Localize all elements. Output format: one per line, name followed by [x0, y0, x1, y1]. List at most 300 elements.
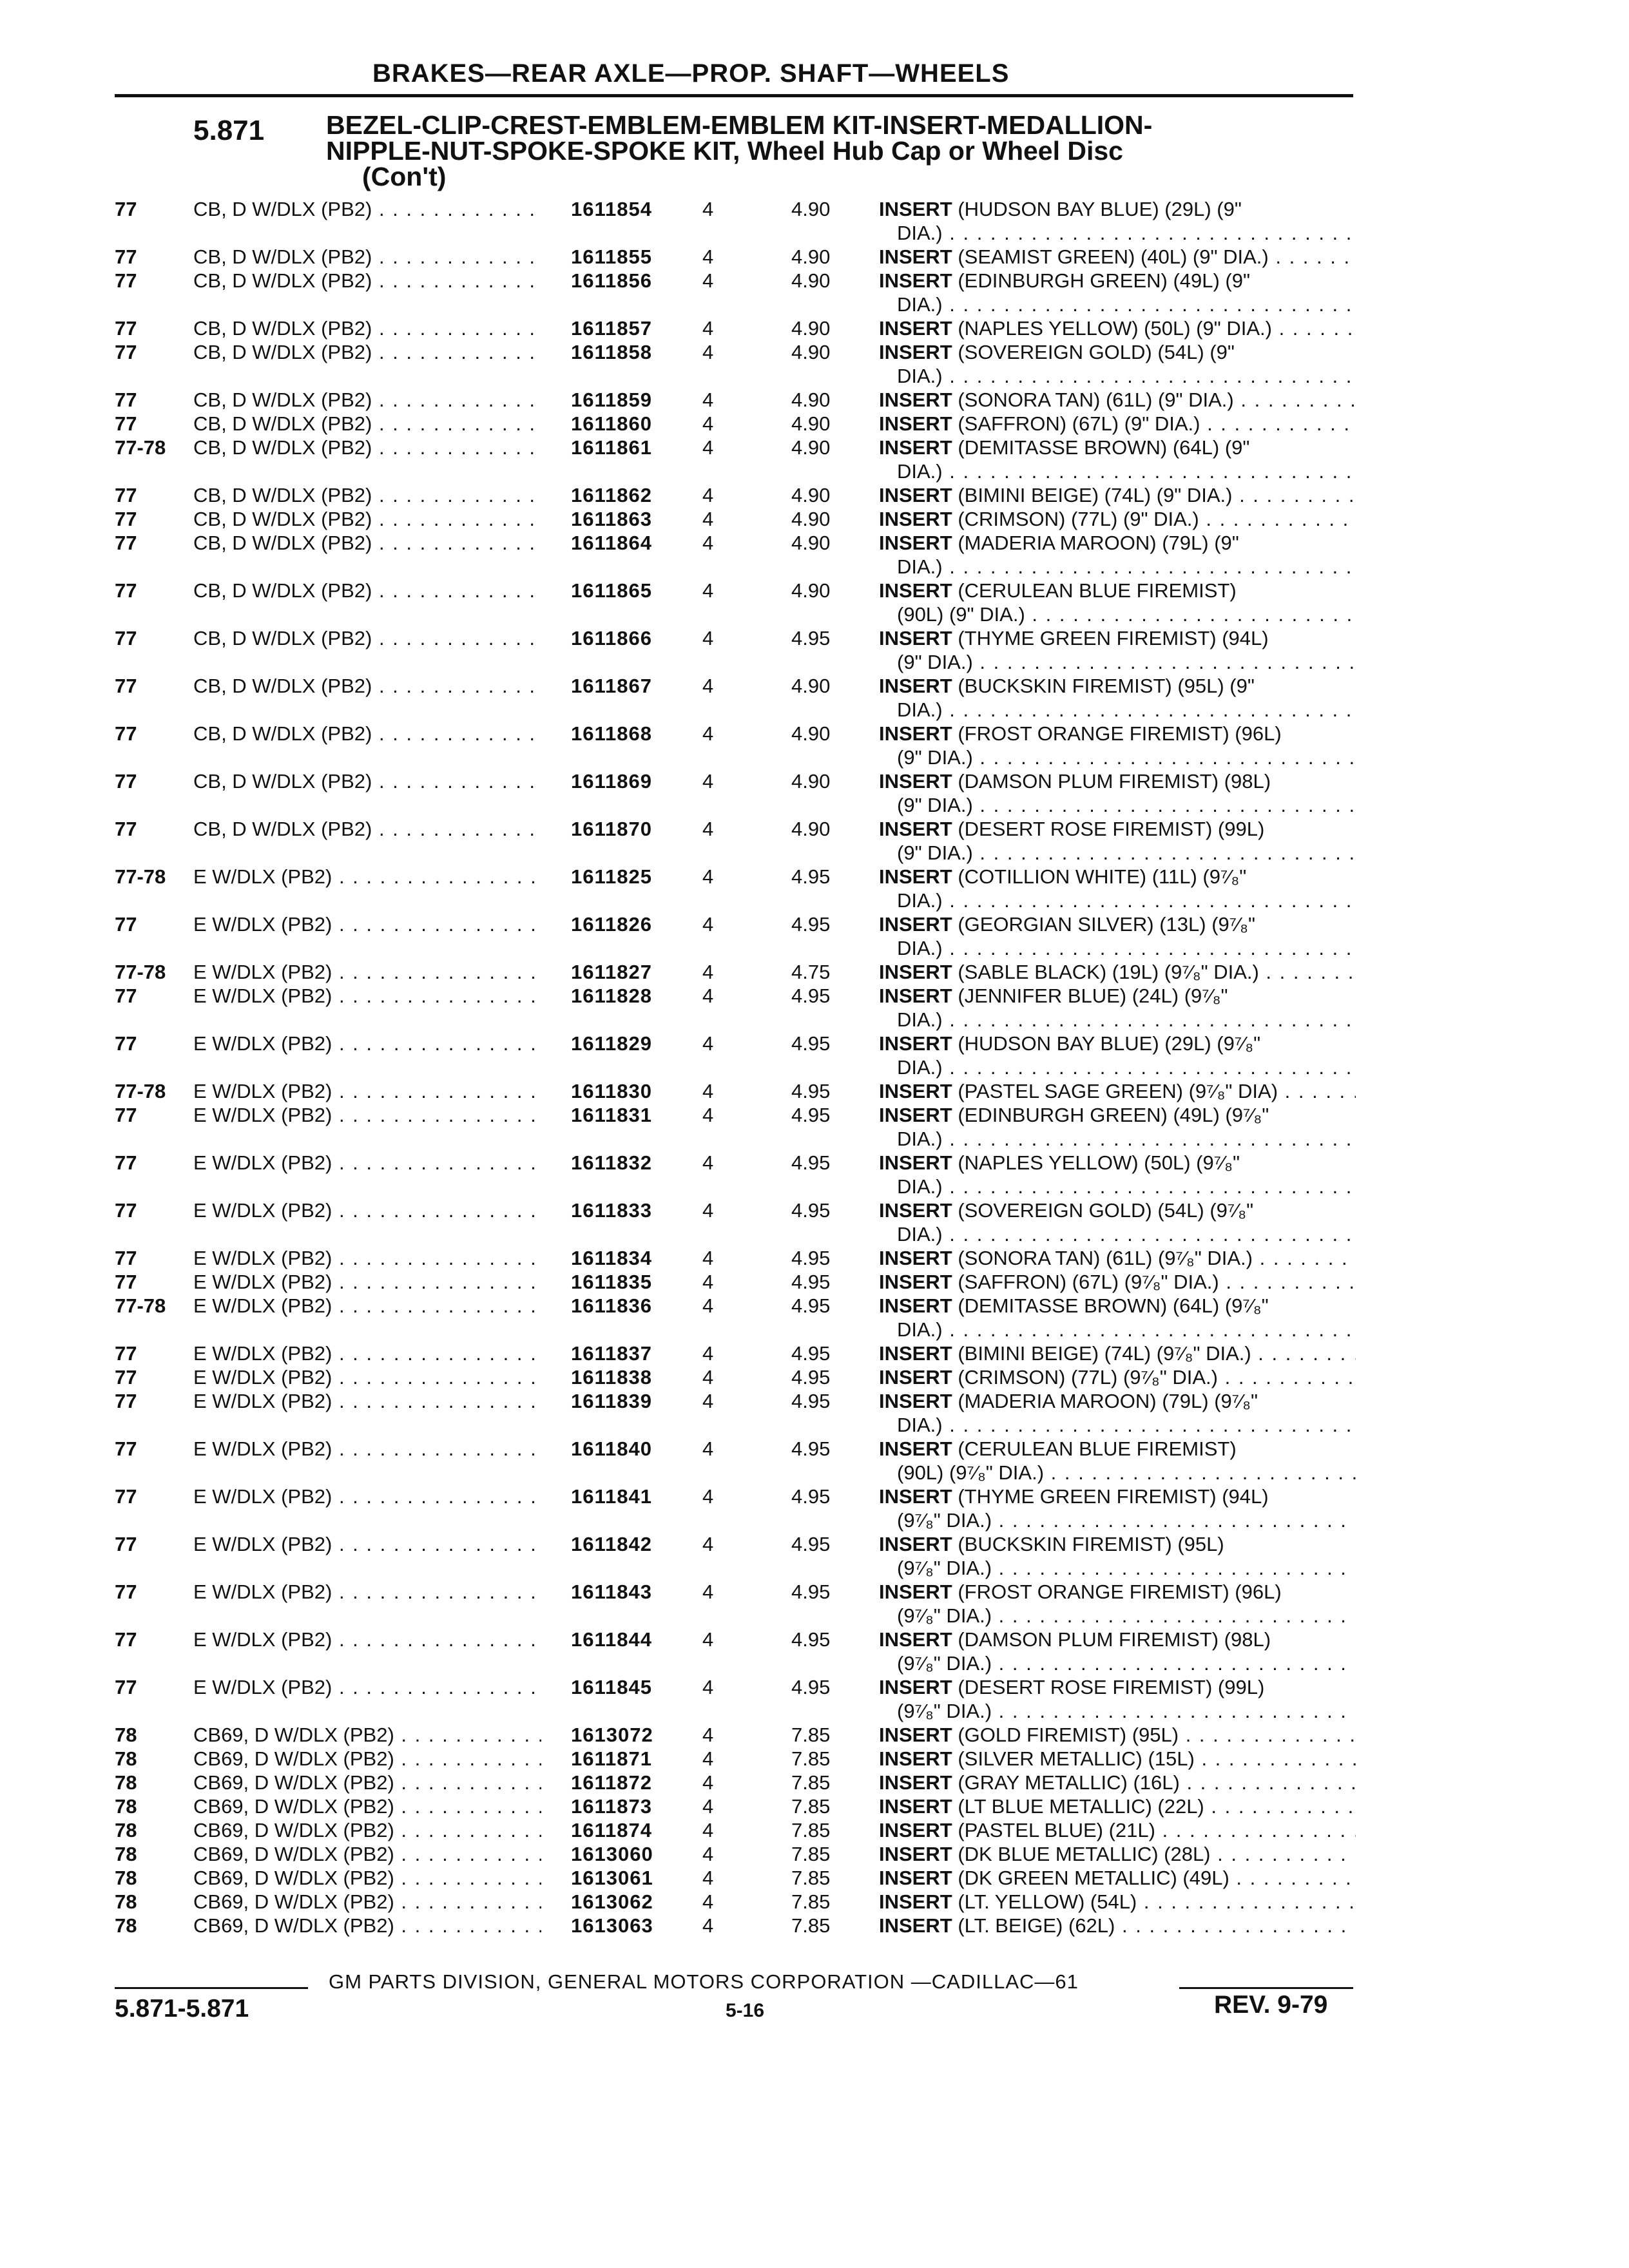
row-part-number: 1611855: [571, 245, 652, 268]
row-item-name: INSERT: [879, 818, 952, 840]
row-item-name: INSERT: [879, 961, 952, 983]
row-description-line-2: DIA.) . . .: [879, 364, 1356, 388]
row-part-number: 1611854: [571, 198, 652, 220]
row-description-line-2: (9⁷⁄₈" DIA.) . . .: [879, 1651, 1356, 1675]
row-part-number: 1611828: [571, 985, 652, 1007]
row-description: [879, 1890, 1356, 1914]
row-description: [879, 674, 1356, 722]
row-description: [879, 507, 1356, 531]
row-item-name: INSERT: [879, 1247, 952, 1269]
row-year: 77: [115, 1676, 137, 1698]
row-model: CB, D W/DLX (PB2) . . .: [193, 436, 541, 459]
row-year: 77: [115, 1342, 137, 1365]
row-price: 4.90: [791, 722, 831, 745]
footer-rule-left: [115, 1987, 308, 1989]
row-model: E W/DLX (PB2) . . .: [193, 1079, 541, 1103]
row-item-detail: (THYME GREEN FIREMIST) (94L): [958, 1485, 1269, 1508]
row-quantity: 4: [702, 1080, 714, 1102]
row-description-line-2: DIA.) . . .: [879, 1008, 1356, 1032]
row-price: 7.85: [791, 1819, 831, 1841]
row-description-line-1: [879, 1818, 1356, 1842]
row-description: [879, 1032, 1356, 1079]
row-price: 4.90: [791, 484, 831, 506]
row-description-line-1: [879, 1580, 1356, 1604]
row-description-line-1: [879, 579, 1356, 602]
row-description-line-1: [879, 1771, 1356, 1794]
row-model: CB, D W/DLX (PB2) . . .: [193, 674, 541, 698]
row-description-line-1: [879, 1032, 1356, 1055]
row-item-name: INSERT: [879, 1676, 952, 1698]
row-quantity: 4: [702, 412, 714, 435]
footer-revision: REV. 9-79: [1214, 1991, 1328, 2019]
row-quantity: 4: [702, 961, 714, 983]
row-price: 4.90: [791, 508, 831, 530]
row-quantity: 4: [702, 1366, 714, 1389]
row-part-number: 1611861: [571, 436, 652, 459]
row-item-detail: (BIMINI BEIGE) (74L) (9" DIA.): [958, 484, 1233, 506]
row-description-line-1: [879, 1485, 1356, 1508]
row-quantity: 4: [702, 508, 714, 530]
row-price: 4.90: [791, 770, 831, 793]
row-item-detail: (CRIMSON) (77L) (9⁷⁄₈" DIA.): [958, 1366, 1218, 1389]
row-description-line-1: [879, 1794, 1356, 1818]
row-part-number: 1611837: [571, 1342, 652, 1365]
row-description: [879, 984, 1356, 1032]
row-item-name: INSERT: [879, 1914, 952, 1937]
row-description-line-2: DIA.) . . .: [879, 1222, 1356, 1246]
row-item-detail: (DAMSON PLUM FIREMIST) (98L): [958, 1628, 1271, 1651]
row-description-line-1: [879, 483, 1356, 507]
row-model: E W/DLX (PB2) . . .: [193, 1485, 541, 1508]
row-description: [879, 316, 1356, 340]
row-description-line-1: [879, 984, 1356, 1008]
row-year: 77: [115, 532, 137, 554]
row-item-detail: (GEORGIAN SILVER) (13L) (9⁷⁄₈": [958, 913, 1256, 936]
section-title-line-1: BEZEL-CLIP-CREST-EMBLEM-EMBLEM KIT-INSERT-MEDALLION-: [326, 110, 1153, 140]
row-item-name: INSERT: [879, 317, 952, 340]
row-item-name: INSERT: [879, 1819, 952, 1841]
row-model: E W/DLX (PB2) . . .: [193, 1675, 541, 1699]
row-model: CB, D W/DLX (PB2) . . .: [193, 388, 541, 412]
row-year: 77: [115, 389, 137, 411]
row-model: CB69, D W/DLX (PB2) . . .: [193, 1747, 541, 1771]
row-model: E W/DLX (PB2) . . .: [193, 865, 541, 889]
row-description-line-1: [879, 1628, 1356, 1651]
row-quantity: 4: [702, 269, 714, 292]
row-item-detail: (FROST ORANGE FIREMIST) (96L): [958, 722, 1282, 745]
row-quantity: 4: [702, 245, 714, 268]
row-year: 77: [115, 913, 137, 936]
row-item-name: INSERT: [879, 484, 952, 506]
row-description: [879, 1628, 1356, 1675]
row-year: 78: [115, 1914, 137, 1937]
row-item-detail: (HUDSON BAY BLUE) (29L) (9": [958, 198, 1242, 220]
row-description: [879, 1198, 1356, 1246]
row-description: [879, 1270, 1356, 1294]
row-part-number: 1613063: [571, 1914, 653, 1937]
section-title-line-3: (Con't): [362, 162, 447, 191]
row-description: [879, 626, 1356, 674]
row-description: [879, 245, 1356, 269]
row-item-name: INSERT: [879, 1581, 952, 1603]
row-item-name: INSERT: [879, 1747, 952, 1770]
row-description-line-1: [879, 912, 1356, 936]
row-year: 77-78: [115, 865, 166, 888]
row-price: 4.95: [791, 1676, 831, 1698]
row-description: [879, 1294, 1356, 1341]
row-price: 7.85: [791, 1843, 831, 1865]
row-item-detail: (SAFFRON) (67L) (9" DIA.): [958, 412, 1200, 435]
row-description-line-1: [879, 245, 1356, 269]
row-description-line-2: DIA.) . . .: [879, 293, 1356, 316]
row-part-number: 1611838: [571, 1366, 652, 1389]
row-model: E W/DLX (PB2) . . .: [193, 1532, 541, 1556]
section-number: 5.871: [193, 115, 265, 146]
row-price: 4.90: [791, 436, 831, 459]
row-quantity: 4: [702, 1271, 714, 1293]
row-description: [879, 269, 1356, 316]
row-description-line-1: [879, 865, 1356, 889]
row-description-line-2: DIA.) . . .: [879, 1318, 1356, 1341]
footer-page-number: 5-16: [726, 2000, 765, 2021]
row-year: 77: [115, 484, 137, 506]
row-year: 78: [115, 1867, 137, 1889]
row-year: 77: [115, 1247, 137, 1269]
row-description-line-1: [879, 1079, 1356, 1103]
row-part-number: 1611845: [571, 1676, 652, 1698]
row-quantity: 4: [702, 1104, 714, 1126]
footer-rule-right: [1179, 1987, 1353, 1989]
row-item-detail: (NAPLES YELLOW) (50L) (9⁷⁄₈": [958, 1151, 1240, 1174]
row-part-number: 1613060: [571, 1843, 653, 1865]
row-model: CB, D W/DLX (PB2) . . .: [193, 579, 541, 602]
row-description: [879, 722, 1356, 769]
row-description: [879, 865, 1356, 912]
row-model: E W/DLX (PB2) . . .: [193, 1198, 541, 1222]
row-item-detail: (BUCKSKIN FIREMIST) (95L) (9": [958, 675, 1255, 697]
row-description-line-1: [879, 1675, 1356, 1699]
row-description: [879, 1794, 1356, 1818]
row-quantity: 4: [702, 1151, 714, 1174]
row-year: 77-78: [115, 1294, 166, 1317]
row-item-detail: (BUCKSKIN FIREMIST) (95L): [958, 1533, 1224, 1555]
row-year: 77: [115, 1485, 137, 1508]
row-quantity: 4: [702, 1247, 714, 1269]
row-year: 77: [115, 675, 137, 697]
row-description-line-1: [879, 1532, 1356, 1556]
row-quantity: 4: [702, 1294, 714, 1317]
row-item-detail: (LT BLUE METALLIC) (22L): [958, 1795, 1204, 1818]
row-price: 4.95: [791, 1581, 831, 1603]
row-price: 7.85: [791, 1795, 831, 1818]
row-model: CB, D W/DLX (PB2) . . .: [193, 817, 541, 841]
row-part-number: 1611827: [571, 961, 652, 983]
row-price: 4.95: [791, 1294, 831, 1317]
row-description-line-1: [879, 1294, 1356, 1318]
row-price: 4.90: [791, 412, 831, 435]
row-price: 4.90: [791, 532, 831, 554]
row-item-detail: (DEMITASSE BROWN) (64L) (9⁷⁄₈": [958, 1294, 1269, 1317]
row-description-line-2: (9" DIA.) . . .: [879, 841, 1356, 865]
row-model: CB69, D W/DLX (PB2) . . .: [193, 1818, 541, 1842]
row-part-number: 1611856: [571, 269, 652, 292]
row-item-detail: (DK GREEN METALLIC) (49L): [958, 1867, 1229, 1889]
row-year: 77: [115, 198, 137, 220]
row-description-line-2: DIA.) . . .: [879, 1055, 1356, 1079]
row-description-line-1: [879, 1437, 1356, 1461]
row-part-number: 1611857: [571, 317, 652, 340]
row-model: CB, D W/DLX (PB2) . . .: [193, 626, 541, 650]
row-description-line-1: [879, 769, 1356, 793]
row-year: 77-78: [115, 1080, 166, 1102]
row-description-line-1: [879, 1842, 1356, 1866]
row-item-detail: (CERULEAN BLUE FIREMIST): [958, 579, 1237, 602]
row-model: E W/DLX (PB2) . . .: [193, 984, 541, 1008]
row-year: 78: [115, 1890, 137, 1913]
row-description: [879, 1723, 1356, 1747]
row-description-line-1: [879, 1389, 1356, 1413]
row-model: E W/DLX (PB2) . . .: [193, 1032, 541, 1055]
row-quantity: 4: [702, 436, 714, 459]
row-part-number: 1611844: [571, 1628, 652, 1651]
row-description: [879, 1747, 1356, 1771]
row-part-number: 1611843: [571, 1581, 652, 1603]
row-description-line-1: [879, 197, 1356, 221]
row-description: [879, 531, 1356, 579]
row-price: 4.90: [791, 675, 831, 697]
row-price: 4.95: [791, 1342, 831, 1365]
row-model: CB69, D W/DLX (PB2) . . .: [193, 1914, 541, 1937]
row-model: CB, D W/DLX (PB2) . . .: [193, 197, 541, 221]
row-item-name: INSERT: [879, 1294, 952, 1317]
row-description: [879, 1341, 1356, 1365]
row-model: E W/DLX (PB2) . . .: [193, 1151, 541, 1175]
row-description-line-2: (9⁷⁄₈" DIA.) . . .: [879, 1556, 1356, 1580]
row-part-number: 1611832: [571, 1151, 652, 1174]
row-item-detail: (HUDSON BAY BLUE) (29L) (9⁷⁄₈": [958, 1032, 1261, 1055]
row-item-name: INSERT: [879, 508, 952, 530]
row-year: 77: [115, 770, 137, 793]
header-rule: [115, 94, 1353, 97]
row-year: 77: [115, 1628, 137, 1651]
row-part-number: 1611863: [571, 508, 652, 530]
row-description: [879, 412, 1356, 436]
row-description-line-1: [879, 269, 1356, 293]
row-model: CB, D W/DLX (PB2) . . .: [193, 507, 541, 531]
row-quantity: 4: [702, 1199, 714, 1222]
row-model: CB, D W/DLX (PB2) . . .: [193, 340, 541, 364]
row-description-line-2: DIA.) . . .: [879, 1175, 1356, 1198]
row-part-number: 1611842: [571, 1533, 652, 1555]
row-price: 4.95: [791, 1533, 831, 1555]
row-item-detail: (MADERIA MAROON) (79L) (9⁷⁄₈": [958, 1390, 1258, 1412]
row-item-name: INSERT: [879, 341, 952, 363]
row-price: 4.90: [791, 579, 831, 602]
row-item-detail: (SILVER METALLIC) (15L): [958, 1747, 1195, 1770]
row-description-line-2: DIA.) . . .: [879, 555, 1356, 579]
row-quantity: 4: [702, 722, 714, 745]
footer-corporation: GM PARTS DIVISION, GENERAL MOTORS CORPORATION —CADILLAC—61: [329, 1970, 1079, 1993]
row-item-name: INSERT: [879, 1080, 952, 1102]
row-description-line-1: [879, 436, 1356, 459]
row-part-number: 1611825: [571, 865, 652, 888]
row-description-line-1: [879, 674, 1356, 698]
row-quantity: 4: [702, 985, 714, 1007]
row-description: [879, 1771, 1356, 1794]
row-price: 4.95: [791, 1437, 831, 1460]
row-price: 4.90: [791, 818, 831, 840]
row-quantity: 4: [702, 484, 714, 506]
row-year: 77: [115, 1366, 137, 1389]
row-description-line-2: (9⁷⁄₈" DIA.) . . .: [879, 1699, 1356, 1723]
row-quantity: 4: [702, 913, 714, 936]
row-description-line-2: (9" DIA.) . . .: [879, 745, 1356, 769]
row-description: [879, 340, 1356, 388]
row-price: 7.85: [791, 1724, 831, 1746]
row-description-line-1: [879, 960, 1356, 984]
row-description-line-1: [879, 1866, 1356, 1890]
row-quantity: 4: [702, 818, 714, 840]
row-item-name: INSERT: [879, 1533, 952, 1555]
row-item-name: INSERT: [879, 579, 952, 602]
row-quantity: 4: [702, 532, 714, 554]
row-price: 4.95: [791, 1080, 831, 1102]
row-price: 4.95: [791, 1247, 831, 1269]
row-price: 4.95: [791, 627, 831, 649]
row-description: [879, 1532, 1356, 1580]
row-item-detail: (DK BLUE METALLIC) (28L): [958, 1843, 1211, 1865]
row-year: 77: [115, 508, 137, 530]
row-item-name: INSERT: [879, 269, 952, 292]
row-item-detail: (SONORA TAN) (61L) (9⁷⁄₈" DIA.): [958, 1247, 1253, 1269]
row-description: [879, 1103, 1356, 1151]
row-description-line-1: [879, 1365, 1356, 1389]
row-item-name: INSERT: [879, 770, 952, 793]
row-year: 78: [115, 1747, 137, 1770]
row-year: 77: [115, 269, 137, 292]
row-quantity: 4: [702, 579, 714, 602]
row-price: 4.95: [791, 865, 831, 888]
row-item-name: INSERT: [879, 1151, 952, 1174]
row-model: E W/DLX (PB2) . . .: [193, 1580, 541, 1604]
row-part-number: 1613072: [571, 1724, 653, 1746]
row-item-name: INSERT: [879, 1771, 952, 1794]
row-quantity: 4: [702, 198, 714, 220]
row-item-detail: (NAPLES YELLOW) (50L) (9" DIA.): [958, 317, 1272, 340]
row-part-number: 1611831: [571, 1104, 652, 1126]
row-description: [879, 483, 1356, 507]
row-year: 78: [115, 1795, 137, 1818]
row-part-number: 1611836: [571, 1294, 652, 1317]
row-description-line-1: [879, 340, 1356, 364]
row-description: [879, 1675, 1356, 1723]
row-description-line-1: [879, 388, 1356, 412]
row-description-line-2: (90L) (9" DIA.) . . .: [879, 602, 1356, 626]
row-quantity: 4: [702, 1867, 714, 1889]
row-description: [879, 1485, 1356, 1532]
row-model: CB, D W/DLX (PB2) . . .: [193, 769, 541, 793]
row-item-detail: (GRAY METALLIC) (16L): [958, 1771, 1180, 1794]
row-item-detail: (CRIMSON) (77L) (9" DIA.): [958, 508, 1199, 530]
row-item-detail: (DESERT ROSE FIREMIST) (99L): [958, 1676, 1265, 1698]
row-price: 4.90: [791, 389, 831, 411]
row-price: 7.85: [791, 1867, 831, 1889]
row-price: 4.90: [791, 198, 831, 220]
row-year: 77: [115, 1032, 137, 1055]
row-item-detail: (CERULEAN BLUE FIREMIST): [958, 1437, 1237, 1460]
row-quantity: 4: [702, 1390, 714, 1412]
row-price: 7.85: [791, 1747, 831, 1770]
row-year: 77: [115, 245, 137, 268]
row-part-number: 1611870: [571, 818, 652, 840]
row-price: 4.95: [791, 1628, 831, 1651]
row-year: 77: [115, 412, 137, 435]
row-item-detail: (THYME GREEN FIREMIST) (94L): [958, 627, 1269, 649]
row-description-line-2: DIA.) . . .: [879, 221, 1356, 245]
row-description: [879, 1437, 1356, 1485]
row-part-number: 1611873: [571, 1795, 652, 1818]
row-item-name: INSERT: [879, 1843, 952, 1865]
row-description: [879, 1389, 1356, 1437]
row-item-detail: (DESERT ROSE FIREMIST) (99L): [958, 818, 1265, 840]
row-quantity: 4: [702, 317, 714, 340]
row-model: E W/DLX (PB2) . . .: [193, 1341, 541, 1365]
row-item-detail: (PASTEL SAGE GREEN) (9⁷⁄₈" DIA): [958, 1080, 1278, 1102]
row-description: [879, 960, 1356, 984]
row-part-number: 1611872: [571, 1771, 652, 1794]
row-part-number: 1611835: [571, 1271, 652, 1293]
row-item-detail: (LT. YELLOW) (54L): [958, 1890, 1137, 1913]
row-model: CB69, D W/DLX (PB2) . . .: [193, 1842, 541, 1866]
row-item-detail: (DEMITASSE BROWN) (64L) (9": [958, 436, 1250, 459]
row-item-name: INSERT: [879, 675, 952, 697]
row-item-name: INSERT: [879, 1366, 952, 1389]
section-title: [326, 112, 1331, 189]
row-model: E W/DLX (PB2) . . .: [193, 912, 541, 936]
row-item-name: INSERT: [879, 865, 952, 888]
row-quantity: 4: [702, 1032, 714, 1055]
row-part-number: 1611865: [571, 579, 652, 602]
row-part-number: 1611834: [571, 1247, 652, 1269]
row-description-line-2: DIA.) . . .: [879, 889, 1356, 912]
row-year: 77: [115, 1533, 137, 1555]
row-price: 4.95: [791, 1271, 831, 1293]
row-model: CB, D W/DLX (PB2) . . .: [193, 531, 541, 555]
row-description-line-2: (9⁷⁄₈" DIA.) . . .: [879, 1508, 1356, 1532]
row-description: [879, 1914, 1356, 1937]
row-description: [879, 388, 1356, 412]
row-price: 4.75: [791, 961, 831, 983]
row-model: E W/DLX (PB2) . . .: [193, 1437, 541, 1461]
row-year: 77: [115, 818, 137, 840]
row-year: 77: [115, 722, 137, 745]
row-part-number: 1611862: [571, 484, 652, 506]
row-description-line-2: (9" DIA.) . . .: [879, 650, 1356, 674]
row-quantity: 4: [702, 627, 714, 649]
row-description-line-2: DIA.) . . .: [879, 936, 1356, 960]
row-description-line-1: [879, 1341, 1356, 1365]
row-item-name: INSERT: [879, 627, 952, 649]
row-quantity: 4: [702, 865, 714, 888]
row-item-detail: (SAFFRON) (67L) (9⁷⁄₈" DIA.): [958, 1271, 1219, 1293]
row-quantity: 4: [702, 1843, 714, 1865]
row-item-name: INSERT: [879, 412, 952, 435]
row-item-name: INSERT: [879, 1867, 952, 1889]
section-title-line-2: NIPPLE-NUT-SPOKE-SPOKE KIT, Wheel Hub Cap or Wheel Disc: [326, 136, 1123, 166]
row-price: 4.95: [791, 913, 831, 936]
row-part-number: 1611840: [571, 1437, 652, 1460]
row-part-number: 1611869: [571, 770, 652, 793]
